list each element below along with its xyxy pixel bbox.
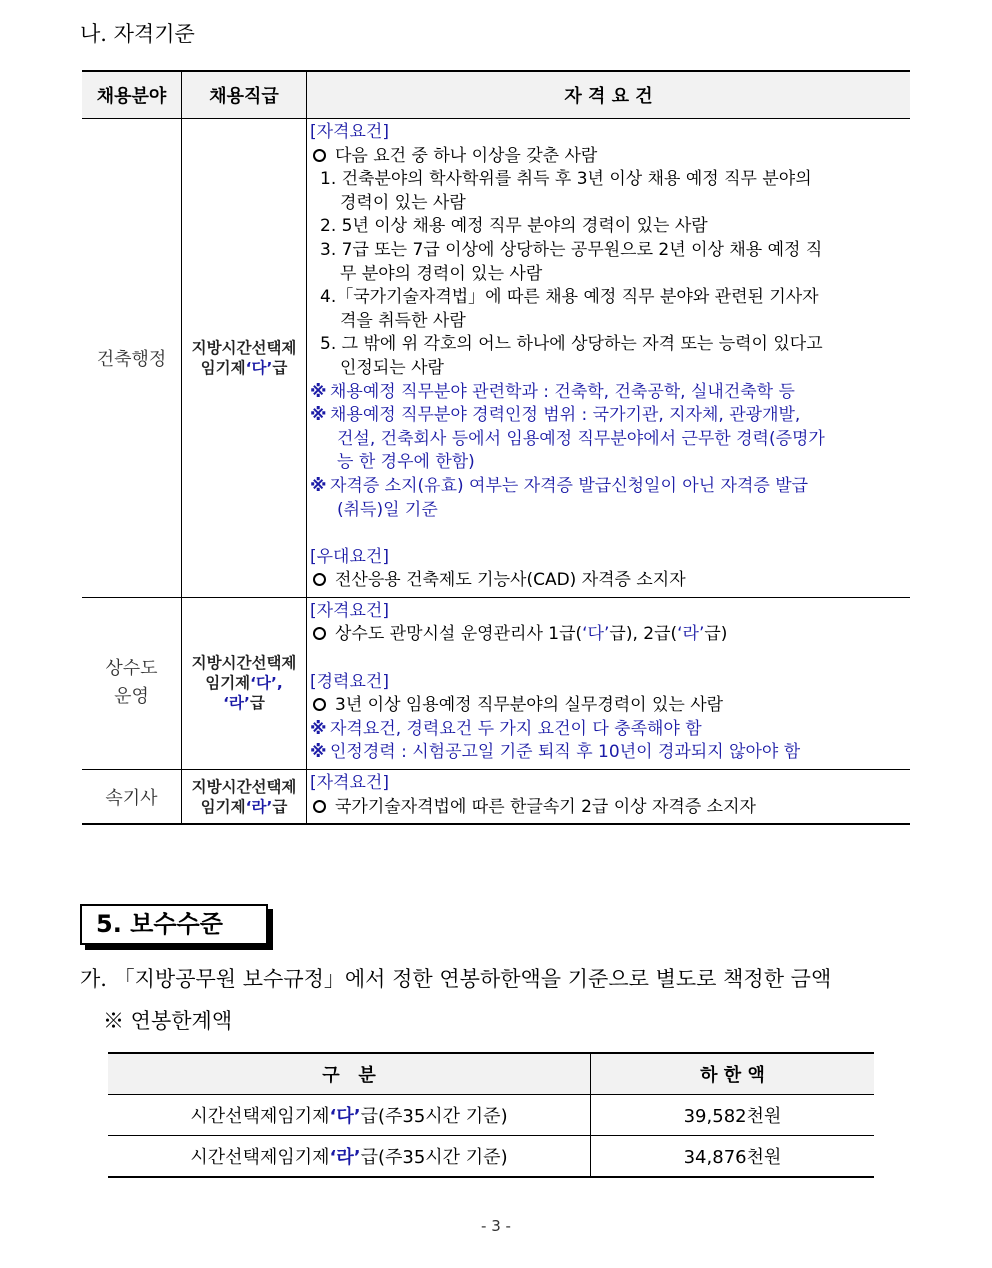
grade-line: [183, 673, 305, 693]
requirement-text: 채용예정 직무분야 관련학과 : 건축학, 건축공학, 실내건축학 등: [330, 381, 795, 402]
header-requirements: 자 격 요 건: [307, 71, 911, 119]
grade-suffix: 급: [249, 694, 265, 713]
grade-text: 임기제: [205, 674, 251, 693]
field-cell: 건축행정: [82, 119, 182, 598]
pay-category-text: 시간선택제임기제: [190, 1147, 330, 1168]
requirement-text-part: 급), 2급(: [609, 624, 678, 645]
grade-line: [183, 693, 305, 713]
requirements-cell: [307, 597, 911, 769]
requirement-text: 인정되는 사람: [340, 357, 444, 378]
pay-note: ※ 연봉한계액: [103, 1009, 233, 1033]
requirement-note-continuation: [310, 428, 908, 452]
requirement-text: [자격요건]: [310, 773, 389, 794]
requirement-text: 3. 7급 또는 7급 이상에 상당하는 공무원으로 2년 이상 채용 예정 직: [320, 239, 823, 260]
requirement-text: 건설, 건축회사 등에서 임용예정 직무분야에서 근무한 경력(증명가: [337, 428, 825, 449]
requirement-text: 자격요건, 경력요건 두 가지 요건이 다 충족해야 함: [330, 718, 702, 739]
grade-line: 지방시간선택제: [191, 338, 297, 357]
grade-text: 임기제: [200, 797, 246, 816]
pay-amount-cell: 39,582천원: [591, 1095, 875, 1136]
pay-header-amount: 하 한 액: [591, 1053, 875, 1095]
hollow-circle-icon: [313, 573, 326, 586]
pay-category-suffix: 급(주35시간 기준): [360, 1106, 508, 1127]
requirement-bullet: [310, 623, 908, 647]
pay-row: [108, 1136, 874, 1178]
requirement-text-part: ‘다’: [582, 624, 610, 645]
pay-section-title: 5. 보수수준: [80, 904, 268, 945]
requirement-continuation: [310, 357, 908, 381]
grade-letter: ‘다’: [245, 358, 273, 377]
requirement-heading: [310, 772, 908, 796]
pay-category-suffix: 급(주35시간 기준): [360, 1147, 508, 1168]
field-cell: 속기사: [82, 770, 182, 825]
hollow-circle-icon: [313, 698, 326, 711]
requirement-text: [우대요건]: [310, 546, 389, 567]
pay-category-cell: [108, 1136, 591, 1178]
grade-suffix: 급: [272, 797, 288, 816]
grade-line: 지방시간선택제: [191, 654, 297, 673]
section-title: 나. 자격기준: [80, 22, 195, 46]
reference-mark-icon: ※: [310, 718, 327, 739]
requirement-text: [경력요건]: [310, 671, 389, 692]
requirement-numbered-item: [310, 168, 908, 192]
requirement-text: 경력이 있는 사람: [340, 192, 466, 213]
requirement-bullet: [310, 569, 908, 593]
requirement-text: 다음 요건 중 하나 이상을 갖춘 사람: [335, 145, 598, 166]
blank-line: [310, 647, 908, 671]
field-cell: [82, 597, 182, 769]
requirement-text: 격을 취득한 사람: [340, 310, 466, 331]
requirement-numbered-item: [310, 215, 908, 239]
table-row: [82, 119, 910, 598]
grade-line: [183, 797, 305, 817]
requirement-heading: [310, 600, 908, 624]
requirement-note: [310, 381, 908, 405]
pay-category-cell: [108, 1095, 591, 1136]
requirement-text: 국가기술자격법에 따른 한글속기 2급 이상 자격증 소지자: [335, 796, 756, 817]
page-number: - 3 -: [481, 1217, 511, 1235]
requirement-note: [310, 404, 908, 428]
reference-mark-icon: ※: [310, 475, 327, 496]
requirement-text: 4.「국가기술자격법」에 따른 채용 예정 직무 분야와 관련된 기사자: [320, 287, 819, 308]
reference-mark-icon: ※: [310, 742, 327, 763]
requirement-text: 전산응용 건축제도 기능사(CAD) 자격증 소지자: [335, 570, 686, 591]
requirement-note: [310, 475, 908, 499]
grade-letter: ‘다’,: [250, 674, 283, 693]
reference-mark-icon: ※: [310, 405, 327, 426]
table-header-row: [82, 71, 910, 119]
grade-text: 임기제: [200, 358, 246, 377]
requirement-numbered-item: [310, 239, 908, 263]
blank-line: [310, 522, 908, 546]
pay-header-row: [108, 1053, 874, 1095]
requirement-bullet: [310, 694, 908, 718]
pay-amount-cell: 34,876천원: [591, 1136, 875, 1178]
requirement-text-part: 급): [704, 624, 728, 645]
requirement-text: 3년 이상 임용예정 직무분야의 실무경력이 있는 사람: [335, 695, 724, 716]
grade-suffix: 급: [272, 358, 288, 377]
requirements-cell: [307, 770, 911, 825]
pay-grade-letter: ‘라’: [329, 1147, 361, 1168]
grade-cell: [182, 119, 307, 598]
pay-header-category: 구 분: [108, 1053, 591, 1095]
requirement-text: 1. 건축분야의 학사학위를 취득 후 3년 이상 채용 예정 직무 분야의: [320, 169, 812, 190]
grade-letter: ‘라’: [223, 694, 250, 713]
requirement-note: [310, 718, 908, 742]
reference-mark-icon: ※: [310, 381, 327, 402]
requirement-bullet: [310, 145, 908, 169]
requirement-note: [310, 741, 908, 765]
table-row: [82, 597, 910, 769]
requirement-numbered-item: [310, 286, 908, 310]
requirement-numbered-item: [310, 333, 908, 357]
requirement-text: 자격증 소지(유효) 여부는 자격증 발급신청일이 아닌 자격증 발급: [330, 475, 809, 496]
grade-cell: [182, 597, 307, 769]
requirement-note-continuation: [310, 451, 908, 475]
requirement-text: 무 분야의 경력이 있는 사람: [340, 263, 543, 284]
pay-row: [108, 1095, 874, 1136]
header-grade: 채용직급: [182, 71, 307, 119]
requirement-text: [자격요건]: [310, 122, 389, 142]
header-field: 채용분야: [82, 71, 182, 119]
hollow-circle-icon: [313, 800, 326, 813]
requirement-text: (취득)일 기준: [337, 499, 438, 520]
hollow-circle-icon: [313, 149, 326, 162]
requirement-text: 5. 그 밖에 위 각호의 어느 하나에 상당하는 자격 또는 능력이 있다고: [320, 334, 823, 355]
grade-line: 지방시간선택제: [191, 777, 297, 796]
pay-table: [108, 1052, 874, 1178]
requirement-heading: [310, 121, 908, 145]
pay-description: 가. 「지방공무원 보수규정」에서 정한 연봉하한액을 기준으로 별도로 책정한 금액: [80, 967, 832, 991]
requirements-cell: [307, 119, 911, 598]
requirement-text: [자격요건]: [310, 600, 389, 621]
requirement-text: 채용예정 직무분야 경력인정 범위 : 국가기관, 지자체, 관광개발,: [330, 405, 801, 426]
grade-line: [183, 358, 305, 378]
table-row: [82, 770, 910, 825]
field-text: 상수도 운영: [105, 658, 158, 708]
requirement-text-part: ‘라’: [677, 624, 705, 645]
requirement-heading: [310, 546, 908, 570]
requirement-note-continuation: [310, 499, 908, 523]
grade-cell: [182, 770, 307, 825]
requirement-continuation: [310, 192, 908, 216]
requirement-text-part: 상수도 관망시설 운영관리사 1급(: [335, 624, 583, 645]
requirement-bullet: [310, 796, 908, 820]
requirement-text: 인정경력 : 시험공고일 기준 퇴직 후 10년이 경과되지 않아야 함: [330, 742, 801, 763]
requirement-text: 능 한 경우에 한함): [337, 452, 475, 473]
pay-grade-letter: ‘다’: [329, 1106, 361, 1127]
requirement-heading: [310, 671, 908, 695]
requirement-continuation: [310, 263, 908, 287]
requirement-continuation: [310, 310, 908, 334]
grade-letter: ‘라’: [245, 797, 273, 816]
qualification-table: [82, 70, 910, 825]
hollow-circle-icon: [313, 627, 326, 640]
pay-category-text: 시간선택제임기제: [190, 1106, 330, 1127]
requirement-text: 2. 5년 이상 채용 예정 직무 분야의 경력이 있는 사람: [320, 216, 708, 237]
